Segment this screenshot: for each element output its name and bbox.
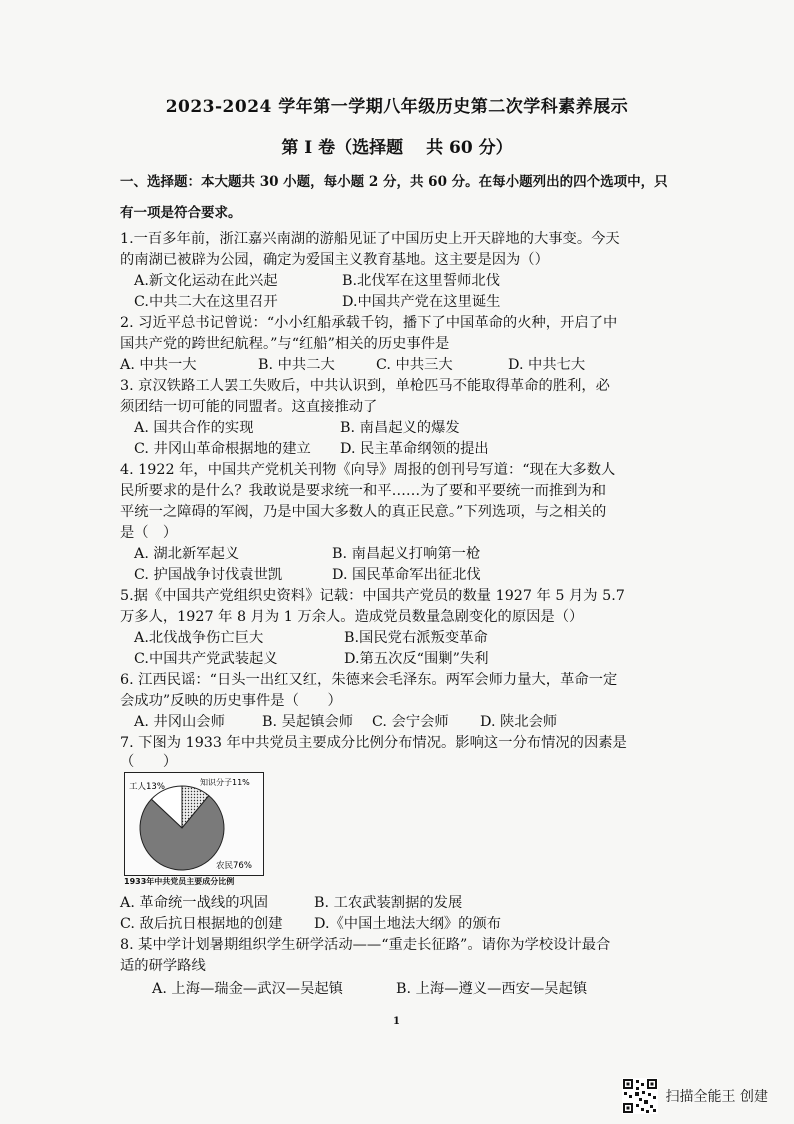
question-8-stem-2: 适的研学路线 [120, 958, 206, 974]
exam-title: 2023-2024 学年第一学期八年级历史第二次学科素养展示 [165, 97, 629, 117]
question-3-option-c: C. 井冈山革命根据地的建立 [134, 441, 311, 457]
label-workers: 工人13% [129, 782, 165, 792]
instructions-line-1: 一、选择题：本大题共 30 小题，每小题 2 分，共 60 分。在每小题列出的四个选项中，只 [120, 174, 668, 190]
question-6-stem-1: 6. 江西民谣：“日头一出红又红，朱德来会毛泽东。两军会师力量大，革命一定 [120, 672, 618, 688]
question-2-stem-2: 国共产党的跨世纪航程。”与“红船”相关的历史事件是 [120, 336, 450, 352]
question-5-stem-2: 万多人，1927 年 8 月为 1 万余人。造成党员数量急剧变化的原因是（） [120, 609, 584, 625]
question-4-option-b: B. 南昌起义打响第一枪 [332, 546, 481, 562]
question-8-option-b: B. 上海—遵义—西安—吴起镇 [396, 981, 588, 997]
question-3-stem-2: 须团结一切可能的同盟者。这直接推动了 [120, 399, 378, 415]
question-6-option-c: C. 会宁会师 [372, 714, 449, 730]
question-1-stem-1: 1.一百多年前，浙江嘉兴南湖的游船见证了中国历史上开天辟地的大事变。今天 [120, 231, 620, 247]
question-5-option-b: B.国民党右派叛变革命 [344, 630, 488, 646]
question-1-option-a: A.新文化运动在此兴起 [134, 273, 278, 289]
question-4-stem-2: 民所要求的是什么？我敢说是要求统一和平……为了要和平要统一而推到为和 [120, 483, 607, 499]
question-4-stem-1: 4. 1922 年，中国共产党机关刊物《向导》周报的创刊号写道：“现在大多数人 [120, 462, 616, 478]
question-6-option-b: B. 吴起镇会师 [262, 714, 354, 730]
question-1-stem-2: 的南湖已被辟为公园，确定为爱国主义教育基地。这主要是因为（） [120, 252, 549, 268]
question-5-stem-1: 5.据《中国共产党组织史资料》记载：中国共产党员的数量 1927 年 5 月为 5.7 [120, 588, 625, 604]
question-7-stem-2: （ ） [120, 754, 178, 770]
section-title: 第 I 卷（选择题 共 60 分） [281, 138, 513, 158]
pie-chart [124, 772, 264, 876]
question-3-option-b: B. 南昌起义的爆发 [340, 420, 460, 436]
question-4-option-d: D. 国民革命军出征北伐 [332, 567, 481, 583]
question-7-option-d: D.《中国土地法大纲》的颁布 [314, 916, 502, 932]
question-2-option-a: A. 中共一大 [120, 357, 197, 373]
question-3-option-d: D. 民主革命纲领的提出 [340, 441, 489, 457]
question-4-stem-3: 平统一之障碍的军阀，乃是中国大多数人的真正民意。”下列选项，与之相关的 [120, 504, 607, 520]
instructions-line-2: 有一项是符合要求。 [120, 205, 242, 221]
question-3-stem-1: 3. 京汉铁路工人罢工失败后，中共认识到，单枪匹马不能取得革命的胜利，必 [120, 378, 610, 394]
question-2-option-c: C. 中共三大 [376, 357, 453, 373]
qr-code-icon [622, 1078, 658, 1114]
question-6-stem-2: 会成功”反映的历史事件是（ ） [120, 693, 342, 709]
question-2-option-b: B. 中共二大 [258, 357, 335, 373]
page-number: 1 [393, 1016, 400, 1027]
question-7-option-b: B. 工农武装割据的发展 [314, 895, 463, 911]
question-8-option-a: A. 上海—瑞金—武汉—吴起镇 [152, 981, 343, 997]
question-7-option-c: C. 敌后抗日根据地的创建 [120, 916, 283, 932]
watermark-text: 扫描全能王 创建 [665, 1089, 768, 1105]
label-peasants: 农民76% [216, 861, 252, 871]
question-7-option-a: A. 革命统一战线的巩固 [120, 895, 269, 911]
question-8-stem-1: 8. 某中学计划暑期组织学生研学活动——“重走长征路”。请你为学校设计最合 [120, 937, 611, 953]
question-7-stem-1: 7. 下图为 1933 年中共党员主要成分比例分布情况。影响这一分布情况的因素是 [120, 735, 627, 751]
question-1-option-d: D.中国共产党在这里诞生 [342, 294, 501, 310]
question-4-option-c: C. 护国战争讨伐袁世凯 [134, 567, 283, 583]
scanner-watermark [622, 1078, 768, 1114]
question-1-option-c: C.中共二大在这里召开 [134, 294, 278, 310]
question-5-option-d: D.第五次反“围剿”失利 [344, 651, 489, 667]
question-3-option-a: A. 国共合作的实现 [134, 420, 254, 436]
question-4-stem-4: 是（ ） [120, 525, 178, 541]
question-5-option-c: C.中国共产党武装起义 [134, 651, 278, 667]
question-4-option-a: A. 湖北新军起义 [134, 546, 240, 562]
question-2-stem-1: 2. 习近平总书记曾说：“小小红船承载千钧，播下了中国革命的火种，开启了中 [120, 315, 618, 331]
question-2-option-d: D. 中共七大 [508, 357, 586, 373]
question-6-option-a: A. 井冈山会师 [134, 714, 225, 730]
question-1-option-b: B.北伐军在这里誓师北伐 [342, 273, 501, 289]
question-5-option-a: A.北伐战争伤亡巨大 [134, 630, 264, 646]
label-intellectuals: 知识分子11% [200, 778, 250, 787]
pie-chart-figure [124, 772, 264, 888]
figure-caption: 1933年中共党员主要成分比例 [124, 877, 235, 886]
question-6-option-d: D. 陕北会师 [480, 714, 558, 730]
